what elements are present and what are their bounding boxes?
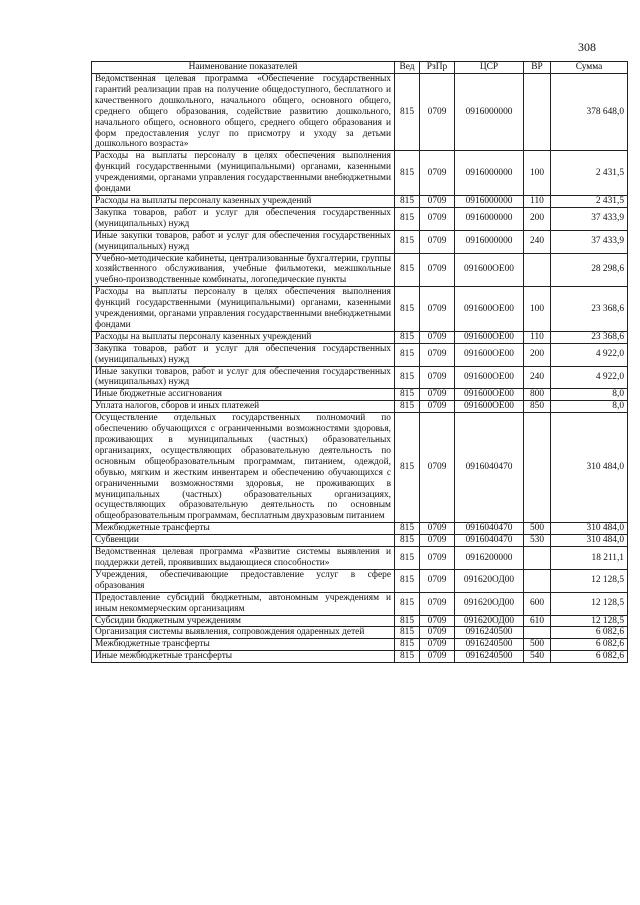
row-vr: 530: [524, 535, 551, 547]
table-row: [92, 151, 628, 196]
row-csr: 0916240500: [455, 651, 524, 663]
row-name: Иные межбюджетные трансферты: [92, 651, 395, 663]
row-name: Иные бюджетные ассигнования: [92, 389, 395, 401]
row-csr: 0916240500: [455, 627, 524, 639]
row-name: Закупка товаров, работ и услуг для обеспечения государственных (муниципальных) нужд: [92, 207, 395, 230]
table-row: [92, 535, 628, 547]
row-ved: 815: [395, 523, 420, 535]
table-header-row: [92, 62, 628, 74]
row-ved: 815: [395, 627, 420, 639]
row-sum: 23 368,6: [551, 331, 628, 343]
row-ved: 815: [395, 535, 420, 547]
row-vr: [524, 74, 551, 151]
row-rzpr: 0709: [420, 413, 455, 523]
row-ved: 815: [395, 195, 420, 207]
row-name: Осуществление отдельных государственных полномочий по обеспечению обучающихся с ограниченными возможностями здоровья, проживающих в муниципальных (частных) образовательных организациях, осуществляющих образовательную деятельность по основным общеобразовательным программам, питанием, одеждой, обувью, мягким и жестким инвентарем и обеспечению обучающихся с ограниченными возможностями здоровья, не проживающих в муниципальных (частных) образовательных организациях, осуществляющих образовательную деятельность по основным общеобразовательным программам, бесплатным двухразовым питанием: [92, 413, 395, 523]
table-row: [92, 366, 628, 389]
row-rzpr: 0709: [420, 151, 455, 196]
row-ved: 815: [395, 592, 420, 615]
row-rzpr: 0709: [420, 230, 455, 253]
row-csr: 091600ОЕ00: [455, 389, 524, 401]
row-rzpr: 0709: [420, 547, 455, 570]
row-sum: 18 211,1: [551, 547, 628, 570]
row-rzpr: 0709: [420, 331, 455, 343]
table-row: [92, 331, 628, 343]
row-vr: 500: [524, 523, 551, 535]
row-vr: [524, 253, 551, 287]
row-vr: [524, 413, 551, 523]
row-rzpr: 0709: [420, 592, 455, 615]
row-sum: 2 431,5: [551, 151, 628, 196]
row-vr: 100: [524, 287, 551, 332]
row-name: Расходы на выплаты персоналу казенных учреждений: [92, 331, 395, 343]
row-vr: 850: [524, 401, 551, 413]
row-ved: 815: [395, 343, 420, 366]
row-sum: 12 128,5: [551, 592, 628, 615]
row-sum: 37 433,9: [551, 230, 628, 253]
header-ved: Вед: [395, 62, 420, 74]
row-ved: 815: [395, 253, 420, 287]
row-name: Организация системы выявления, сопровождения одаренных детей: [92, 627, 395, 639]
row-csr: 091600ОЕ00: [455, 366, 524, 389]
row-name: Учреждения, обеспечивающие предоставление услуг в сфере образования: [92, 569, 395, 592]
row-sum: 378 648,0: [551, 74, 628, 151]
row-sum: 8,0: [551, 401, 628, 413]
row-name: Субвенции: [92, 535, 395, 547]
row-ved: 815: [395, 331, 420, 343]
header-csr: ЦСР: [455, 62, 524, 74]
header-vr: ВР: [524, 62, 551, 74]
table-row: [92, 523, 628, 535]
header-sum: Сумма: [551, 62, 628, 74]
row-vr: [524, 627, 551, 639]
row-rzpr: 0709: [420, 207, 455, 230]
row-csr: 0916000000: [455, 151, 524, 196]
row-sum: 310 484,0: [551, 413, 628, 523]
row-vr: 800: [524, 389, 551, 401]
row-ved: 815: [395, 413, 420, 523]
row-sum: 310 484,0: [551, 535, 628, 547]
row-rzpr: 0709: [420, 535, 455, 547]
row-sum: 28 298,6: [551, 253, 628, 287]
row-csr: 091600ОЕ00: [455, 401, 524, 413]
row-name: Уплата налогов, сборов и иных платежей: [92, 401, 395, 413]
row-vr: 240: [524, 366, 551, 389]
table-row: [92, 287, 628, 332]
row-ved: 815: [395, 151, 420, 196]
header-rzpr: РзПр: [420, 62, 455, 74]
row-sum: 4 922,0: [551, 343, 628, 366]
row-ved: 815: [395, 639, 420, 651]
row-vr: 110: [524, 331, 551, 343]
row-ved: 815: [395, 287, 420, 332]
table-row: [92, 413, 628, 523]
row-name: Расходы на выплаты персоналу в целях обеспечения выполнения функций государственными (муниципальными) органами, казенными учреждениями, органами управления государственными внебюджетными фондами: [92, 151, 395, 196]
row-csr: 0916040470: [455, 535, 524, 547]
row-csr: 0916040470: [455, 523, 524, 535]
table-row: [92, 592, 628, 615]
row-name: Ведомственная целевая программа «Развитие системы выявления и поддержки детей, проявивших выдающиеся способности»: [92, 547, 395, 570]
table-row: [92, 230, 628, 253]
row-csr: 0916000000: [455, 230, 524, 253]
row-vr: 610: [524, 615, 551, 627]
row-rzpr: 0709: [420, 639, 455, 651]
row-ved: 815: [395, 207, 420, 230]
row-sum: 2 431,5: [551, 195, 628, 207]
row-csr: 091620ОД00: [455, 569, 524, 592]
row-rzpr: 0709: [420, 615, 455, 627]
table-row: [92, 401, 628, 413]
row-ved: 815: [395, 401, 420, 413]
row-name: Предоставление субсидий бюджетным, автономным учреждениям и иным некоммерческим организациям: [92, 592, 395, 615]
row-sum: 6 082,6: [551, 627, 628, 639]
row-ved: 815: [395, 547, 420, 570]
table-row: [92, 615, 628, 627]
row-sum: 4 922,0: [551, 366, 628, 389]
row-name: Субсидии бюджетным учреждениям: [92, 615, 395, 627]
row-rzpr: 0709: [420, 366, 455, 389]
row-ved: 815: [395, 651, 420, 663]
table-row: [92, 195, 628, 207]
row-name: Межбюджетные трансферты: [92, 639, 395, 651]
row-rzpr: 0709: [420, 343, 455, 366]
row-csr: 0916000000: [455, 74, 524, 151]
row-ved: 815: [395, 615, 420, 627]
row-vr: 540: [524, 651, 551, 663]
row-vr: 110: [524, 195, 551, 207]
row-csr: 091620ОД00: [455, 615, 524, 627]
row-name: Расходы на выплаты персоналу казенных учреждений: [92, 195, 395, 207]
row-name: Ведомственная целевая программа «Обеспечение государственных гарантий реализации прав на получение общедоступного, бесплатного и качественного дошкольного, начального общего, основного общего, среднего общего образования, содействие развитию дошкольного, начального общего, основного общего, среднего общего образования и форм предоставления услуг по присмотру и уходу за детьми дошкольного возраста»: [92, 74, 395, 151]
row-name: Закупка товаров, работ и услуг для обеспечения государственных (муниципальных) нужд: [92, 343, 395, 366]
row-csr: 091600ОЕ00: [455, 253, 524, 287]
table-row: [92, 253, 628, 287]
row-rzpr: 0709: [420, 651, 455, 663]
table-row: [92, 639, 628, 651]
table-body: [92, 74, 628, 663]
row-rzpr: 0709: [420, 253, 455, 287]
row-csr: 0916200000: [455, 547, 524, 570]
row-rzpr: 0709: [420, 195, 455, 207]
row-rzpr: 0709: [420, 401, 455, 413]
row-rzpr: 0709: [420, 74, 455, 151]
row-csr: 091600ОЕ00: [455, 343, 524, 366]
header-name: Наименование показателей: [92, 62, 395, 74]
row-csr: 091600ОЕ00: [455, 331, 524, 343]
row-sum: 8,0: [551, 389, 628, 401]
row-name: Учебно-методические кабинеты, централизованные бухгалтерии, группы хозяйственного обслуживания, учебные фильмотеки, межшкольные учебно-производственные комбинаты, логопедические пункты: [92, 253, 395, 287]
row-csr: 091620ОД00: [455, 592, 524, 615]
table-row: [92, 569, 628, 592]
table-row: [92, 74, 628, 151]
row-rzpr: 0709: [420, 523, 455, 535]
table-row: [92, 651, 628, 663]
page-number: 308: [578, 40, 596, 54]
row-vr: 200: [524, 343, 551, 366]
row-vr: [524, 547, 551, 570]
row-sum: 6 082,6: [551, 651, 628, 663]
row-sum: 37 433,9: [551, 207, 628, 230]
row-sum: 12 128,5: [551, 615, 628, 627]
row-sum: 310 484,0: [551, 523, 628, 535]
row-rzpr: 0709: [420, 287, 455, 332]
row-csr: 0916040470: [455, 413, 524, 523]
budget-table: [91, 61, 628, 663]
row-rzpr: 0709: [420, 389, 455, 401]
row-rzpr: 0709: [420, 627, 455, 639]
table-row: [92, 389, 628, 401]
row-sum: 23 368,6: [551, 287, 628, 332]
row-name: Межбюджетные трансферты: [92, 523, 395, 535]
table-row: [92, 207, 628, 230]
row-ved: 815: [395, 74, 420, 151]
row-ved: 815: [395, 389, 420, 401]
row-ved: 815: [395, 366, 420, 389]
table-row: [92, 627, 628, 639]
row-vr: 100: [524, 151, 551, 196]
row-csr: 0916000000: [455, 207, 524, 230]
row-vr: 500: [524, 639, 551, 651]
row-vr: 600: [524, 592, 551, 615]
row-name: Иные закупки товаров, работ и услуг для обеспечения государственных (муниципальных) нужд: [92, 366, 395, 389]
row-ved: 815: [395, 230, 420, 253]
row-name: Иные закупки товаров, работ и услуг для обеспечения государственных (муниципальных) нужд: [92, 230, 395, 253]
row-vr: 200: [524, 207, 551, 230]
row-vr: 240: [524, 230, 551, 253]
row-vr: [524, 569, 551, 592]
table-row: [92, 343, 628, 366]
row-csr: 091600ОЕ00: [455, 287, 524, 332]
table-row: [92, 547, 628, 570]
row-name: Расходы на выплаты персоналу в целях обеспечения выполнения функций государственными (муниципальными) органами, казенными учреждениями, органами управления государственными внебюджетными фондами: [92, 287, 395, 332]
row-ved: 815: [395, 569, 420, 592]
row-rzpr: 0709: [420, 569, 455, 592]
row-csr: 0916240500: [455, 639, 524, 651]
row-sum: 12 128,5: [551, 569, 628, 592]
row-csr: 0916000000: [455, 195, 524, 207]
row-sum: 6 082,6: [551, 639, 628, 651]
